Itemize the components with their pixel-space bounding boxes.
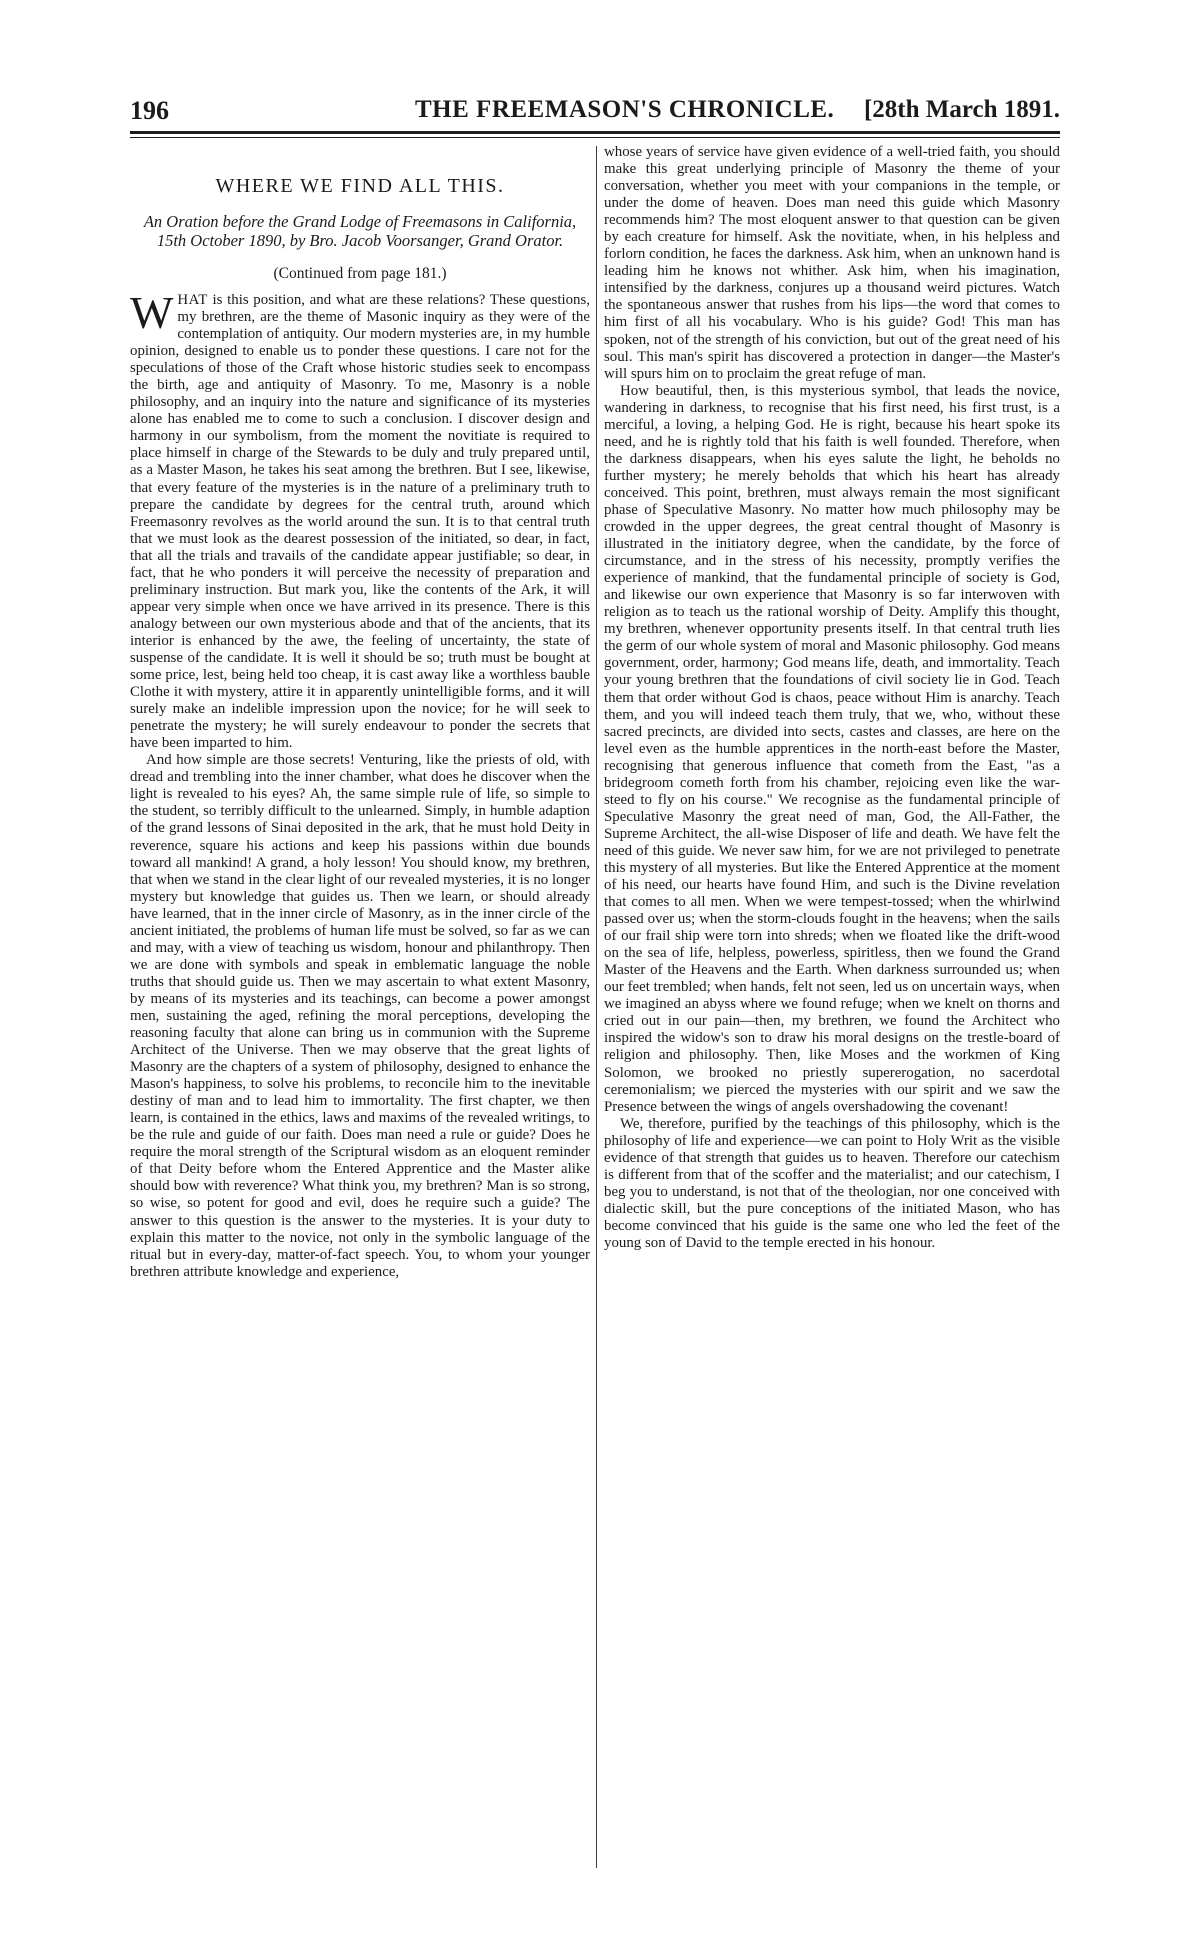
issue-date: [28th March 1891. bbox=[863, 96, 1060, 123]
publication-title: THE FREEMASON'S CHRONICLE. bbox=[415, 96, 835, 123]
article-subtitle: An Oration before the Grand Lodge of Freemasons in California, 15th October 1890, by Bro. Jacob Voorsanger, Grand Orator. bbox=[143, 212, 577, 250]
paragraph bbox=[130, 287, 590, 752]
paragraph: How beautiful, then, is this mysterious symbol, that leads the novice, wandering in darkness, to recognise that his first need, his first trust, is a merciful, a loving, a helping God. He is right, because his heart spoke its need, and he is rightly told that his faith is well founded. Therefore, when the darkness disappears, when his eyes salute the light, he beholds no further mystery; he merely beholds that which his heart has already conceived. This point, brethren, must always remain the most significant phase of Speculative Masonry. No matter how much philosophy may be crowded in the upper degrees, the great central thought of Masonry is illustrated in the initiatory degree, when the candidate, by the force of circumstance, and in the stress of his necessity, promptly verifies the experience of mankind, that the fundamental principle of society is God, and likewise our own experience that Masonry is so far interwoven with religion as to teach us the rational worship of Deity. Amplify this thought, my brethren, whenever opportunity presents itself. In that central truth lies the germ of our whole system of moral and Masonic philosophy. God means government, order, harmony; God means life, death, and immortality. Teach your young brethren that the foundations of civil society lie in God. Teach them that order without God is chaos, peace without Him is anarchy. Teach them, and you will indeed teach them truly, that we, who, without these sacred precincts, are divided into sects, castes and classes, are here on the level even as the humble apprentices in the north-east before the Master, recognising that generous influence that cometh from the East, "as a bridegroom cometh forth from his chamber, rejoicing even like the war-steed to fly on his course." We recognise as the fundamental principle of Speculative Masonry the great need of man, God, the All-Father, the Supreme Architect, the all-wise Disposer of life and death. We have felt the need of this guide. We never saw him, for we are not privileged to penetrate this mystery of all mysteries. But like the Entered Apprentice at the moment of his need, our hearts have found Him, and such is the Divine revelation that comes to all men. When we were tempest-tossed; when the whirlwind passed over us; when the storm-clouds fought in the heavens; when the sails of our frail ship were torn into shreds; when we floated like the drift-wood on the sea of life, helpless, powerless, spiritless, then we found the Grand Master of the Heavens and the Earth. When darkness surrounded us; when our feet trembled; when hands, felt not seen, led us on uncertain ways, when we imagined an abyss where we found refuge; when we knelt on thorns and cried out in our pain—then, my brethren, we found the Architect who inspired the widow's son to draw his moral designs on the trestle-board of religion and philosophy. Then, like Moses and the workmen of King Solomon, we brooked no priestly supererogation, no sacerdotal ceremonialism; we pierced the mysteries with our spirit and we saw the Presence between the wings of angels overshadowing the covenant! bbox=[604, 382, 1060, 1115]
paragraph: We, therefore, purified by the teachings of this philosophy, which is the philosophy of life and experience—we can point to Holy Writ as the visible evidence of that strength that guides us to heaven. Therefore our catechism is different from that of the scoffer and the materialist; and our catechism, I beg you to understand, is not that of the theologian, nor one conceived with dialectic skill, but the pure conceptions of the initiated Mason, who has become convinced that his guide is the same one who led the feet of the young son of David to the temple erected in his honour. bbox=[604, 1115, 1060, 1251]
masthead-rule-thick bbox=[130, 131, 1060, 134]
right-column bbox=[604, 144, 1060, 1874]
continued-note: (Continued from page 181.) bbox=[273, 265, 447, 282]
paragraph-text: is this position, and what are these relations? These questions, my brethren, are the theme of Masonic inquiry as they were of the contemplation of antiquity. Our modern mysteries are, in my humble opinion, designed to enable us to ponder these questions. I care not for the speculations of those of the Craft whose historic studies seek to encompass the birth, age and antiquity of Masonry. To me, Masonry is a noble philosophy, and an inquiry into the nature and significance of its mysteries alone has enabled me to come to such a conclusion. I discover design and harmony in our symbolism, from the moment the novitiate is required to place himself in charge of the Stewards to be duly and truly prepared until, as a Master Mason, he takes his seat among the brethren. But I see, likewise, that every feature of the mysteries is in the nature of a preliminary truth to prepare the candidate by degrees for the central truth, around which Freemasonry revolves as the world around the sun. It is to that central truth that we must look as the dearest possession of the initiated, so dear, in fact, that all the trials and travails of the candidate appear justifiable; so dear, in fact, that he who ponders it will perceive the necessity of preparation and preliminary instruction. But mark you, like the contents of the Ark, it will appear very simple when once we have arrived in its presence. There is this analogy between our own mysterious abode and that of the ancients, that its interior is enhanced by the awe, the feeling of uncertainty, the state of suspense of the candidate. It is well it should be so; truth must be bought at some price, lest, being held too cheap, it is cast away like a worthless bauble Clothe it with mystery, attire it in apparently unintelligible forms, and it will surely make an indelible impression upon the novice; for he will seek to penetrate the mystery; he will surely endeavour to ponder the secrets that have been imparted to him. bbox=[130, 292, 590, 752]
page-number: 196 bbox=[130, 96, 169, 125]
drop-cap: W bbox=[130, 287, 174, 338]
column-divider bbox=[596, 146, 597, 1868]
left-column bbox=[130, 144, 590, 1874]
paragraph: And how simple are those secrets! Venturing, like the priests of old, with dread and trembling into the inner chamber, what does he discover when the light is revealed to his eyes? Ah, the same simple rule of life, so simple to the student, so terribly difficult to the unlearned. Simply, in humble adaption of the grand lessons of Sinai deposited in the ark, that he must hold Deity in reverence, square his actions and keep his passions within due bounds toward all mankind! A grand, a holy lesson! You should know, my brethren, that when we stand in the clear light of our revealed mysteries, it is no longer mystery but knowledge that guides us. Then we learn, or should already have learned, that in the inner circle of Masonry, as in the inner circle of the ancient initiated, the problems of human life must be solved, so far as we can and may, with a view of teaching us wisdom, honour and philanthropy. Then we are done with symbols and speak in emblematic language the noble truths that should guide us. Then we may ascertain to what extent Masonry, by means of its mysteries and its teachings, can become a power amongst men, sustaining the aged, refining the moral perceptions, developing the reasoning faculty that alone can bring us in communion with the Supreme Architect of the Universe. Then we may observe that the great lights of Masonry are the chapters of a system of philosophy, designed to enhance the Mason's happiness, to solve his problems, to reconcile him to the inevitable destiny of man and to lead him to immortality. The first chapter, we then learn, is contained in the ethics, laws and maxims of the revealed writings, to be the rule and guide of our faith. Does man need a rule or guide? Does he require the moral strength of the Scriptural wisdom as an eloquent reminder of that Deity before whom the Entered Apprentice and the Master alike should bow with reverence? What think you, my brethren? Man is so strong, so wise, so potent for good and evil, does he require such a guide? The answer to this question is the answer to the mysteries. It is your duty to explain this matter to the novice, not only in the symbolic language of the ritual but in every-day, matter-of-fact speech. You, to whom your younger brethren attribute knowledge and experience, bbox=[130, 752, 590, 1280]
paragraph: whose years of service have given evidence of a well-tried faith, you should make this great underlying principle of Masonry the theme of your conversation, whether you meet with your companions in the temple, or under the dome of heaven. Does man need this guide which Masonry recommends him? The most eloquent answer to that question can be given by each creature for himself. Ask the novitiate, when, in his helpless and forlorn condition, he faces the darkness. Ask him, when an unknown hand is leading him he knows not whither. Ask him, when his imagination, intensified by the darkness, conjures up a thousand weird pictures. Watch the spontaneous answer that rushes from his lips—the word that comes to him first of all his vocabulary. Who is his guide? God! This man has spoken, not of the strength of his conviction, but out of the great need of his soul. This man's spirit has discovered a protection in danger—the Master's will spurs him on to proclaim the great refuge of man. bbox=[604, 144, 1060, 382]
lead-caps: HAT bbox=[177, 292, 208, 308]
masthead-rule-thin bbox=[130, 137, 1060, 138]
article-title: WHERE WE FIND ALL THIS. bbox=[215, 175, 505, 197]
masthead bbox=[130, 96, 1060, 130]
